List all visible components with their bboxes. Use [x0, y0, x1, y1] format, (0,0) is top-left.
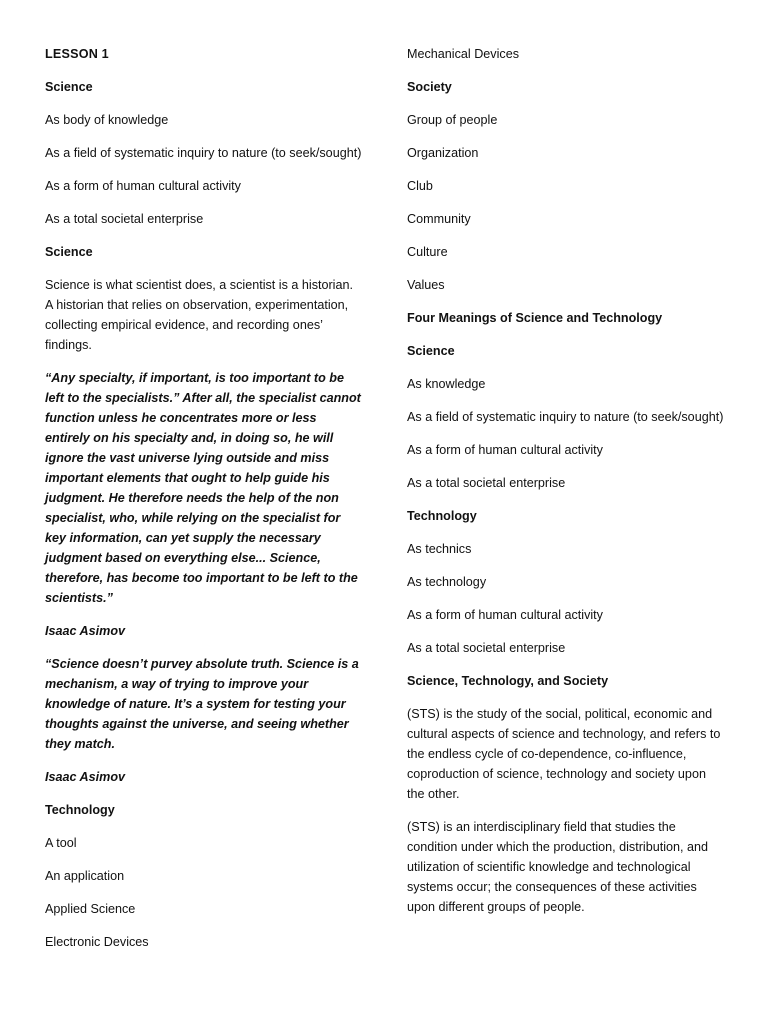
society-item-values: Values [407, 278, 445, 292]
science-item-body-of-knowledge: As body of knowledge [45, 113, 169, 127]
science-heading-2: Science [45, 245, 93, 259]
meaning-technology-technics: As technics [407, 542, 472, 556]
technology-item-tool: A tool [45, 836, 77, 850]
technology-heading: Technology [45, 803, 115, 817]
lesson-heading: LESSON 1 [45, 47, 109, 61]
four-meanings-heading: Four Meanings of Science and Technology [407, 311, 663, 325]
asimov-quote-specialty: “Any specialty, if important, is too important to be left to the specialists.” After all, the specialist cannot function unless he concentrates more or less entirely on his specialty and, in doing so, he will ignore the vast universe lying outside and miss important elements that ought to help guide his judgment. He therefore needs the help of the non specialist, who, while relying on the specialist for key information, can yet supply the necessary judgment based on everything else... Science, therefore, has become too important to be left to the scientists.” [45, 371, 361, 605]
right-column [407, 44, 725, 930]
meaning-science-systematic-inquiry: As a field of systematic inquiry to nature (to seek/sought) [407, 410, 724, 424]
sts-heading: Science, Technology, and Society [407, 674, 609, 688]
society-item-culture: Culture [407, 245, 448, 259]
meaning-science-societal-enterprise: As a total societal enterprise [407, 476, 566, 490]
quote-attribution: Isaac Asimov [45, 624, 126, 638]
science-definition-paragraph: Science is what scientist does, a scientist is a historian. A historian that relies on observation, experimentation, collecting empirical evidence, and recording ones’ findings. [45, 278, 353, 352]
society-item-community: Community [407, 212, 471, 226]
science-heading: Science [45, 80, 93, 94]
science-item-systematic-inquiry: As a field of systematic inquiry to nature (to seek/sought) [45, 146, 362, 160]
science-item-societal-enterprise: As a total societal enterprise [45, 212, 204, 226]
asimov-quote-truth: “Science doesn’t purvey absolute truth. Science is a mechanism, a way of trying to improve your knowledge of nature. It’s a system for testing your thoughts against the universe, and seeing whether they match. [45, 657, 359, 751]
left-column [45, 44, 363, 965]
society-heading: Society [407, 80, 452, 94]
meaning-science-cultural-activity: As a form of human cultural activity [407, 443, 603, 457]
quote-attribution-2: Isaac Asimov [45, 770, 126, 784]
technology-item-applied-science: Applied Science [45, 902, 136, 916]
sts-definition-paragraph-2: (STS) is an interdisciplinary field that studies the condition under which the production, distribution, and utilization of scientific knowledge and technological systems occur; the consequences of these activities upon different groups of people. [407, 820, 709, 914]
four-meanings-technology-heading: Technology [407, 509, 477, 523]
meaning-technology-technology: As technology [407, 575, 487, 589]
technology-item-application: An application [45, 869, 125, 883]
technology-item-mechanical-devices: Mechanical Devices [407, 47, 519, 61]
four-meanings-science-heading: Science [407, 344, 455, 358]
society-item-organization: Organization [407, 146, 479, 160]
society-item-club: Club [407, 179, 433, 193]
meaning-technology-societal-enterprise: As a total societal enterprise [407, 641, 566, 655]
science-item-cultural-activity: As a form of human cultural activity [45, 179, 241, 193]
society-item-group-of-people: Group of people [407, 113, 498, 127]
sts-definition-paragraph-1: (STS) is the study of the social, political, economic and cultural aspects of science and technology, and refers to the endless cycle of co-dependence, co-influence, coproduction of science, technology and society upon the other. [407, 707, 721, 801]
technology-item-electronic-devices: Electronic Devices [45, 935, 149, 949]
meaning-technology-cultural-activity: As a form of human cultural activity [407, 608, 603, 622]
meaning-science-knowledge: As knowledge [407, 377, 486, 391]
